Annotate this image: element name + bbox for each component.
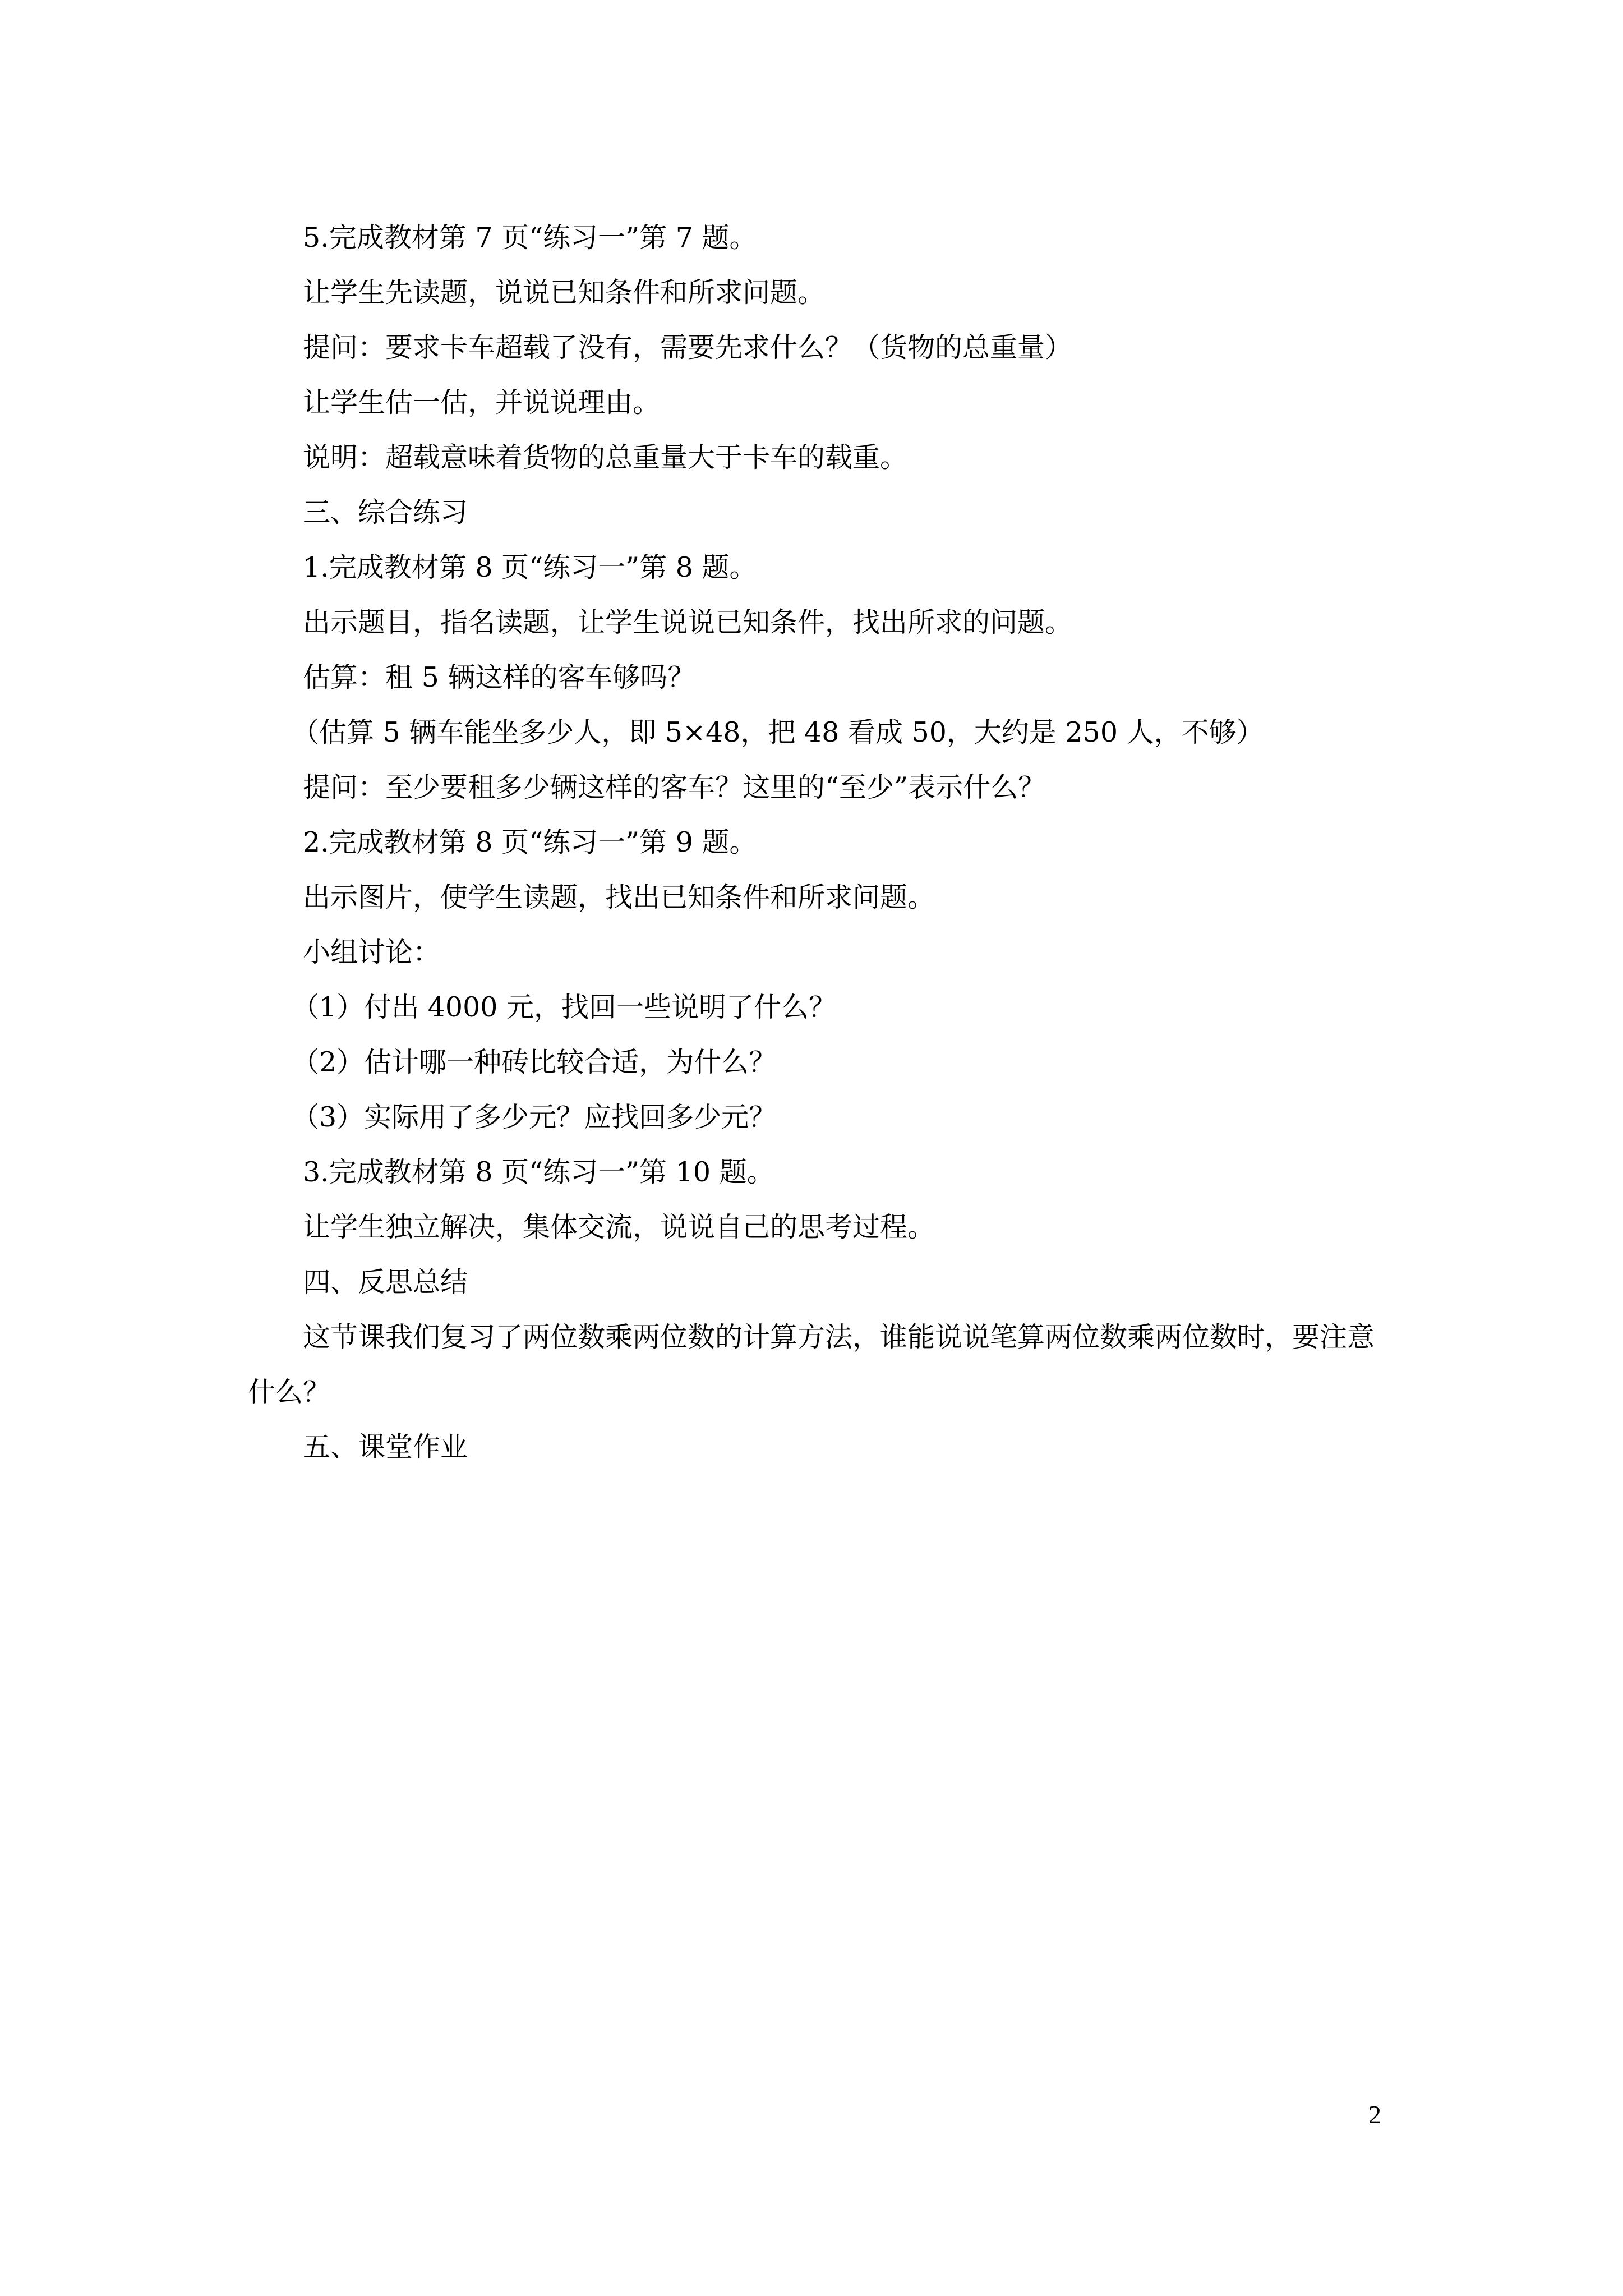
section-heading-5: 五、课堂作业 [303,1431,468,1463]
exercise-1-heading: 1.完成教材第 8 页“练习一”第 8 题。 [303,551,757,583]
discussion-item-2: （2）估计哪一种砖比较合适，为什么？ [292,1046,777,1078]
body-text: 小组讨论： [303,936,441,968]
body-text: 出示图片，使学生读题，找出已知条件和所求问题。 [303,881,935,913]
body-text: 估算：租 5 辆这样的客车够吗？ [303,661,695,693]
body-text: 让学生估一估，并说说理由。 [303,386,661,418]
section-heading-4: 四、反思总结 [303,1266,468,1298]
discussion-item-1: （1）付出 4000 元，找回一些说明了什么？ [292,991,837,1023]
body-text: 让学生先读题，说说已知条件和所求问题。 [303,277,826,309]
body-text: 提问：要求卡车超载了没有，需要先求什么？（货物的总重量） [303,332,1073,364]
body-text: 提问：至少要租多少辆这样的客车？这里的“至少”表示什么？ [303,771,1046,803]
exercise-5-heading: 5.完成教材第 7 页“练习一”第 7 题。 [303,222,757,254]
body-text: 说明：超载意味着货物的总重量大于卡车的载重。 [303,441,908,473]
summary-paragraph: 这节课我们复习了两位数乘两位数的计算方法，谁能说说笔算两位数乘两位数时，要注意什么？ [248,1321,1375,1408]
discussion-item-3: （3）实际用了多少元？应找回多少元？ [292,1101,777,1133]
body-text: 出示题目，指名读题，让学生说说已知条件，找出所求的问题。 [303,606,1073,638]
exercise-2-heading: 2.完成教材第 8 页“练习一”第 9 题。 [303,826,757,858]
body-text: （估算 5 辆车能坐多少人，即 5×48，把 48 看成 50，大约是 250 人，不够） [292,716,1264,748]
body-text: 让学生独立解决，集体交流，说说自己的思考过程。 [303,1211,935,1243]
section-heading-3: 三、综合练习 [303,496,468,528]
document-body [248,210,1392,1475]
page-number: 2 [1368,2100,1381,2129]
exercise-3-heading: 3.完成教材第 8 页“练习一”第 10 题。 [303,1156,774,1188]
